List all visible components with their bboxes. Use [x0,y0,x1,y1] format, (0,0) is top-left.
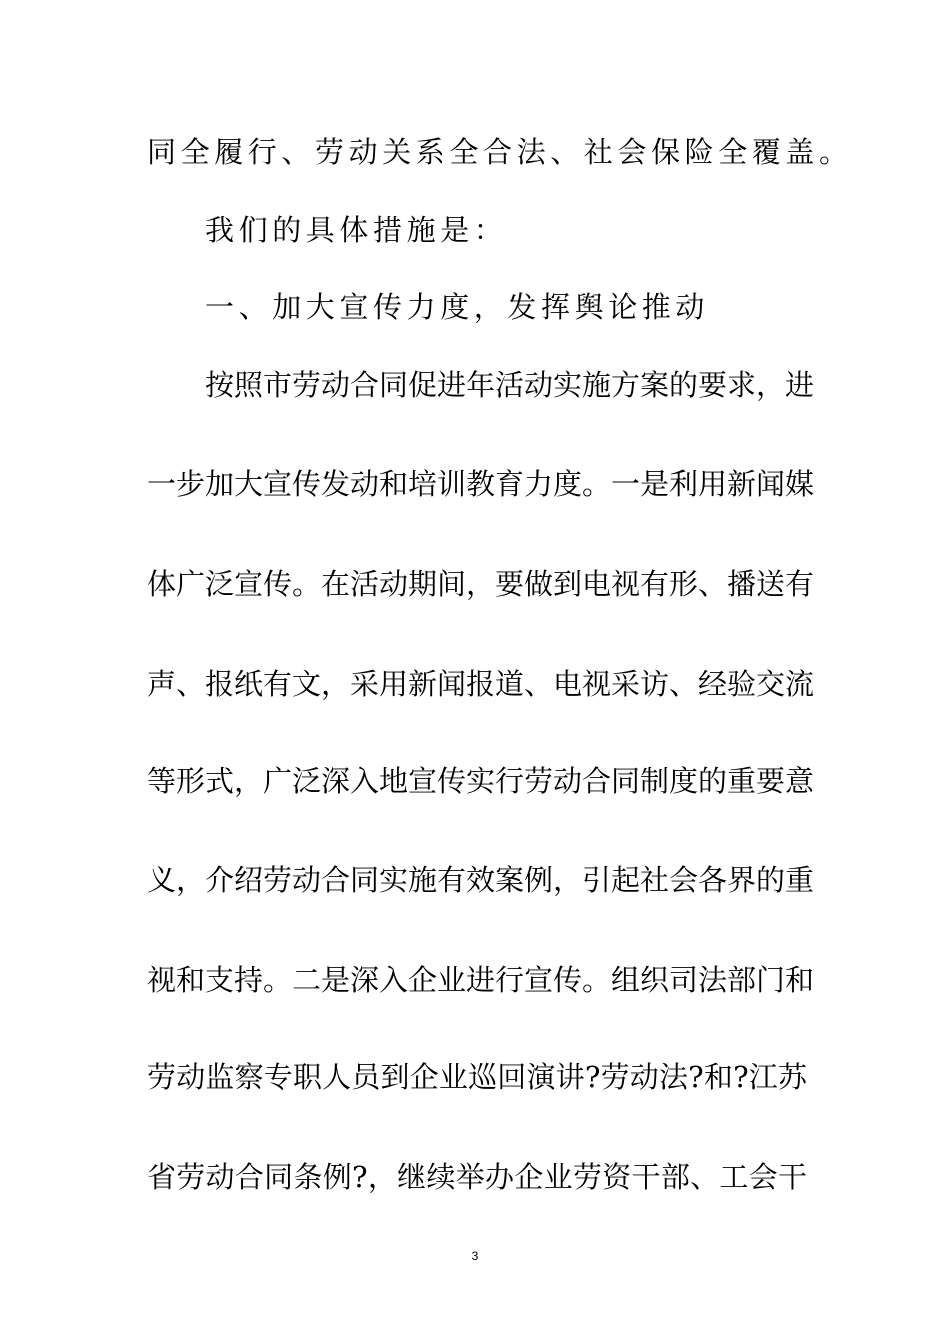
text-line: 声、报纸有文，采用新闻报道、电视采访、经验交流 [147,667,815,701]
text-line: 同全履行、劳动关系全合法、社会保险全覆盖。 [147,135,853,169]
text-line: 我们的具体措施是： [205,213,508,247]
text-line: 劳动监察专职人员到企业巡回演讲?劳动法?和?江苏 [147,1060,807,1094]
text-line: 等形式，广泛深入地宣传实行劳动合同制度的重要意 [147,764,815,798]
page-number: 3 [471,1249,479,1263]
text-line: 省劳动合同条例?，继续举办企业劳资干部、工会干 [147,1160,807,1194]
text-line: 一步加大宣传发动和培训教育力度。一是利用新闻媒 [147,467,815,501]
section-heading: 一、加大宣传力度，发挥舆论推动 [205,290,710,324]
text-line: 视和支持。二是深入企业进行宣传。组织司法部门和 [147,963,815,997]
text-line: 体广泛宣传。在活动期间，要做到电视有形、播送有 [147,567,815,601]
text-line: 按照市劳动合同促进年活动实施方案的要求，进 [205,368,815,402]
text-line: 义，介绍劳动合同实施有效案例，引起社会各界的重 [147,863,815,897]
